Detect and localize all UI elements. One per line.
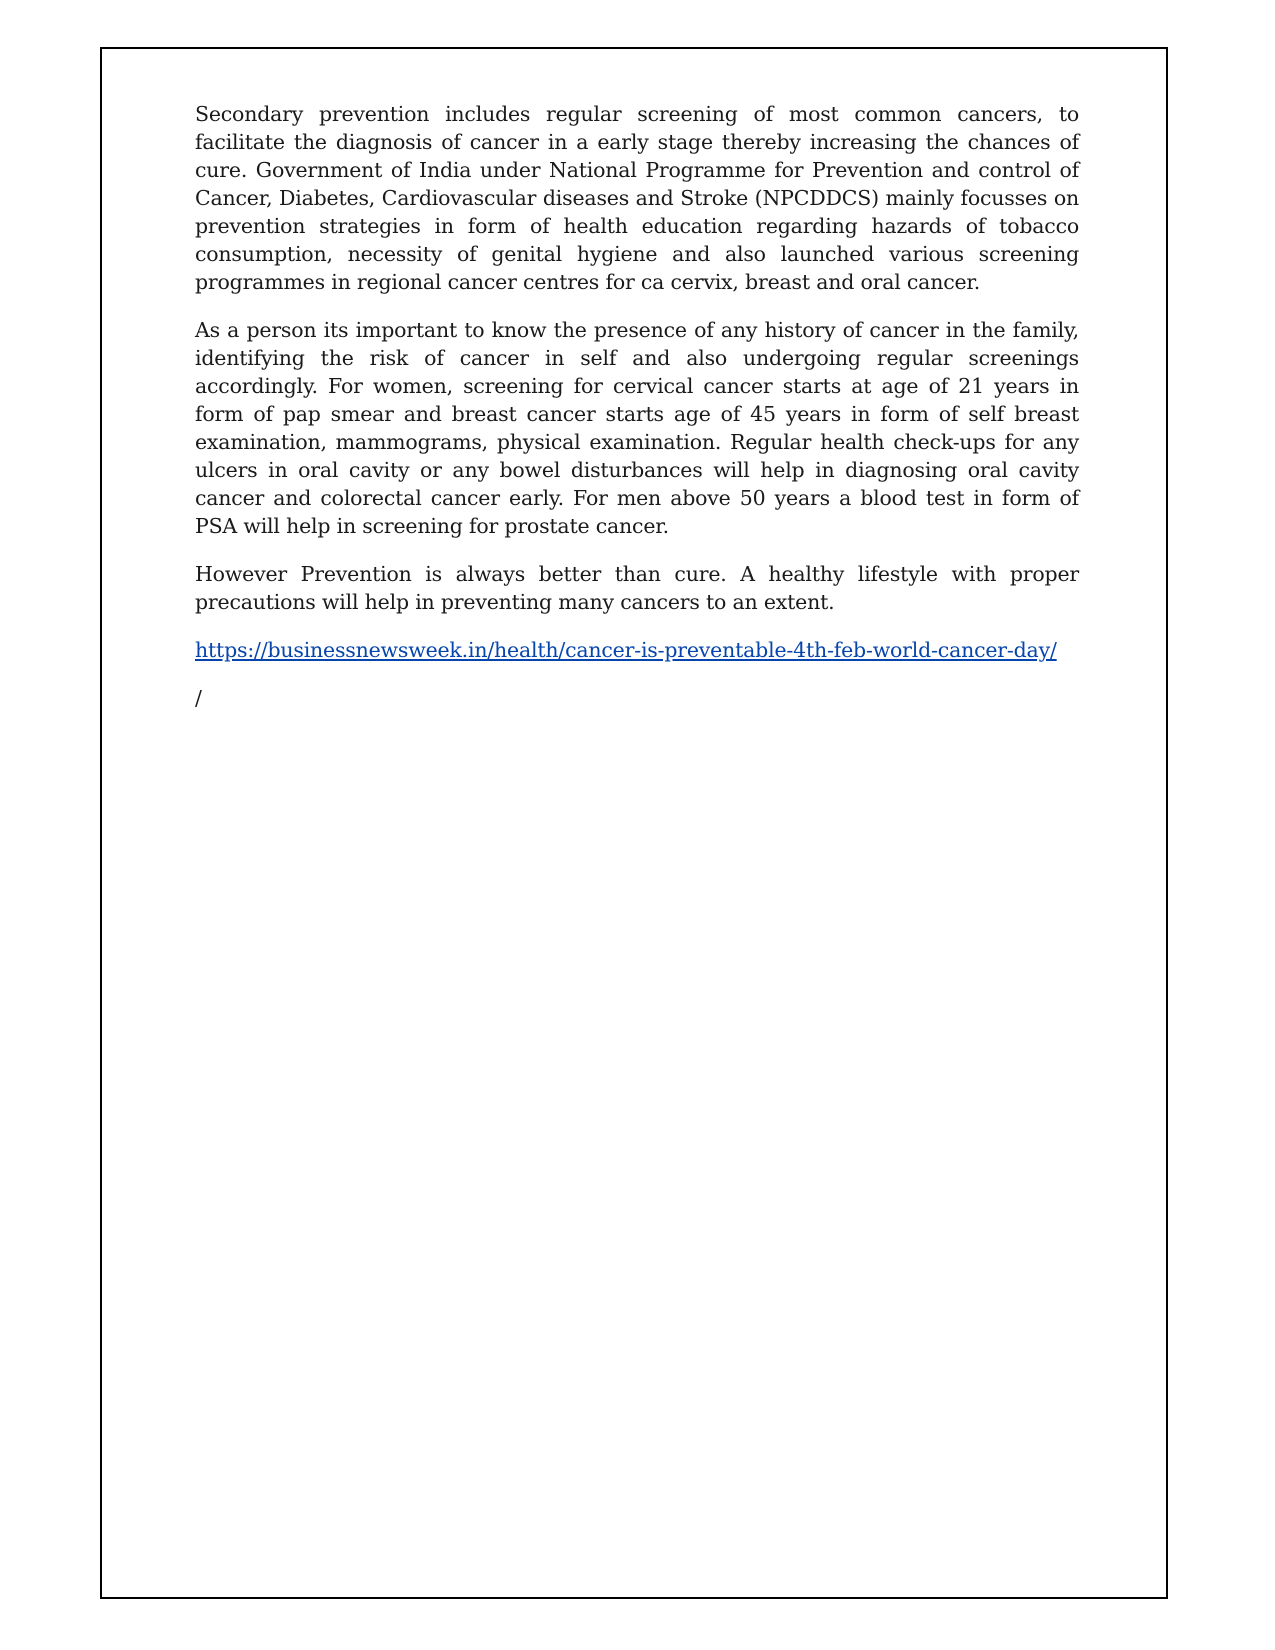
document-body	[195, 100, 1079, 712]
paragraph-screening-guidelines: As a person its important to know the presence of any history of cancer in the family, identifying the risk of cancer in self and also undergoing regular screenings accordingly. For women, screening for cervical cancer starts at age of 21 years in form of pap smear and breast cancer starts age of 45 years in form of self breast examination, mammograms, physical examination. Regular health check-ups for any ulcers in oral cavity or any bowel disturbances will help in diagnosing oral cavity cancer and colorectal cancer early. For men above 50 years a blood test in form of PSA will help in screening for prostate cancer.	[195, 318, 1079, 538]
paragraph-prevention-better: However Prevention is always better than cure. A healthy lifestyle with proper precautions will help in preventing many cancers to an extent.	[195, 562, 1079, 614]
source-link[interactable]: https://businessnewsweek.in/health/cancer-is-preventable-4th-feb-world-cancer-day/	[195, 638, 1057, 662]
paragraph-secondary-prevention: Secondary prevention includes regular screening of most common cancers, to facilitate the diagnosis of cancer in a early stage thereby increasing the chances of cure. Government of India under National Programme for Prevention and control of Cancer, Diabetes, Cardiovascular diseases and Stroke (NPCDDCS) mainly focusses on prevention strategies in form of health education regarding hazards of tobacco consumption, necessity of genital hygiene and also launched various screening programmes in regional cancer centres for ca cervix, breast and oral cancer.	[195, 102, 1079, 294]
trailing-slash: /	[195, 686, 202, 710]
